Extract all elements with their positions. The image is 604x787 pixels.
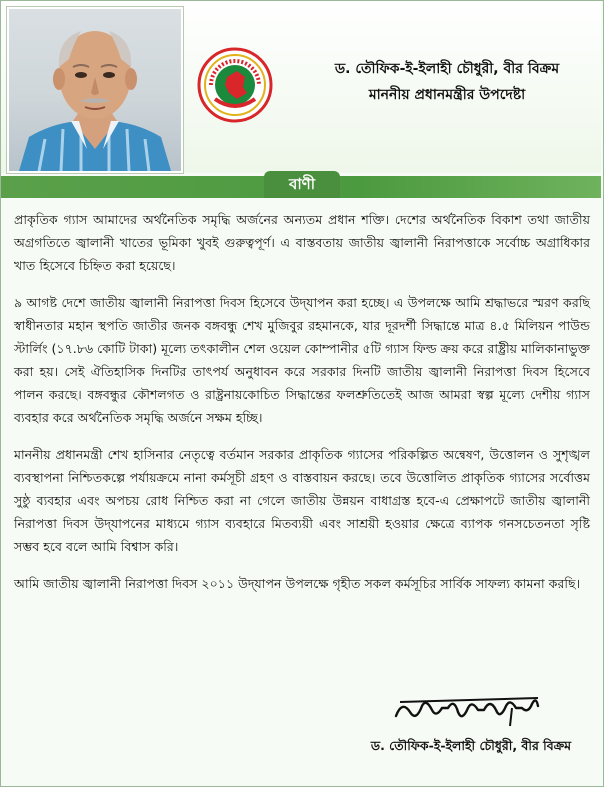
paragraph-3: মাননীয় প্রধানমন্ত্রী শেখ হাসিনার নেতৃত্বে বর্তমান সরকার প্রাকৃতিক গ্যাসের পরিকল্পিত অন্বেষণ, উত্তোলন ও সুশৃঙ্খল ব্যবস্থাপনা নিশ্চিতকল্পে পর্যায়ক্রমে নানা কর্মসূচী গ্রহণ ও বাস্তবায়ন করছে। তবে উত্তোলিত প্রাকৃতিক গ্যাসের সর্বোত্তম সুষ্ঠু ব্যবহার এবং অপচয় রোধ নিশ্চিত করা না গেলে জাতীয় উন্নয়ন বাধাগ্রস্ত হবে-এ প্রেক্ষাপটে জাতীয় জ্বালানী নিরাপত্তা দিবস উদ্‌যাপনের মাধ্যমে গ্যাস ব্যবহারে মিতব্যয়ী এবং সাশ্রয়ী হওয়ার ক্ষেত্রে ব্যাপক গনসচেতনতা সৃষ্টি সম্ভব হবে বলে আমি বিশ্বাস করি।	[14, 447, 590, 554]
header-role: মাননীয় প্রধানমন্ত্রীর উপদেষ্টা	[368, 87, 526, 103]
handwritten-signature	[392, 686, 542, 732]
paragraph-2: ৯ আগষ্ট দেশে জাতীয় জ্বালানী নিরাপত্তা দিবস হিসেবে উদ্‌যাপন করা হচ্ছে। এ উপলক্ষে আমি শ্রদ্ধাভরে স্মরণ করছি স্বাধীনতার মহান স্থপতি জাতীর জনক বঙ্গবন্ধু শেখ মুজিবুর রহমানকে, যার দূরদর্শী সিদ্ধান্তে মাত্র ৪.৫ মিলিয়ন পাউন্ড স্টার্লিং (১৭.৮৬ কোটি টাকা) মূল্যে তৎকালীন শেল ওয়েল কোম্পানীর ৫টি গ্যাস ফিল্ড ক্রয় করে রাষ্ট্রীয় মালিকানাভুক্ত করা হয়। সেই ঐতিহাসিক দিনটির তাৎপর্য অনুধাবন করে সরকার দিনটি জাতীয় জ্বালানী নিরাপত্তা দিবস হিসেবে পালন করছে। বঙ্গবন্ধুর কৌশলগত ও রাষ্ট্রনায়কোচিত সিদ্ধান্তের ফলশ্রুতিতেই আজ আমরা স্বল্প মূল্যে দেশীয় গ্যাস ব্যবহার করে অর্থনৈতিক সমৃদ্ধি অর্জনে সক্ষম হচ্ছি।	[14, 295, 590, 425]
bangladesh-government-seal-icon	[197, 47, 273, 123]
header-name: ড. তৌফিক-ই-ইলাহী চৌধুরী, বীর বিক্রম	[334, 61, 560, 77]
paragraph-4: আমি জাতীয় জ্বালানী নিরাপত্তা দিবস ২০১১ উদ্‌যাপন উপলক্ষে গৃহীত সকল কর্মসূচির সার্বিক সাফল্য কামনা করছি।	[14, 576, 581, 591]
message-body	[14, 208, 590, 609]
portrait-illustration	[9, 9, 181, 171]
section-title: বাণী	[264, 171, 340, 198]
paragraph-1: প্রাকৃতিক গ্যাস আমাদের অর্থনৈতিক সমৃদ্ধি অর্জনের অন্যতম প্রধান শক্তি। দেশের অর্থনৈতিক বিকাশ তথা জাতীয় অগ্রগতিতে জ্বালানী খাতের ভূমিকা খুবই গুরুত্বপূর্ণ। এ বাস্তবতায় জাতীয় জ্বালানী নিরাপত্তাকে সর্বোচ্চ অগ্রাধিকার খাত হিসেবে চিহ্নিত করা হয়েছে।	[14, 212, 590, 273]
portrait-photo	[7, 7, 183, 173]
header	[1, 1, 601, 173]
signature-name: ড. তৌফিক-ই-ইলাহী চৌধুরী, বীর বিক্রম	[370, 738, 572, 753]
